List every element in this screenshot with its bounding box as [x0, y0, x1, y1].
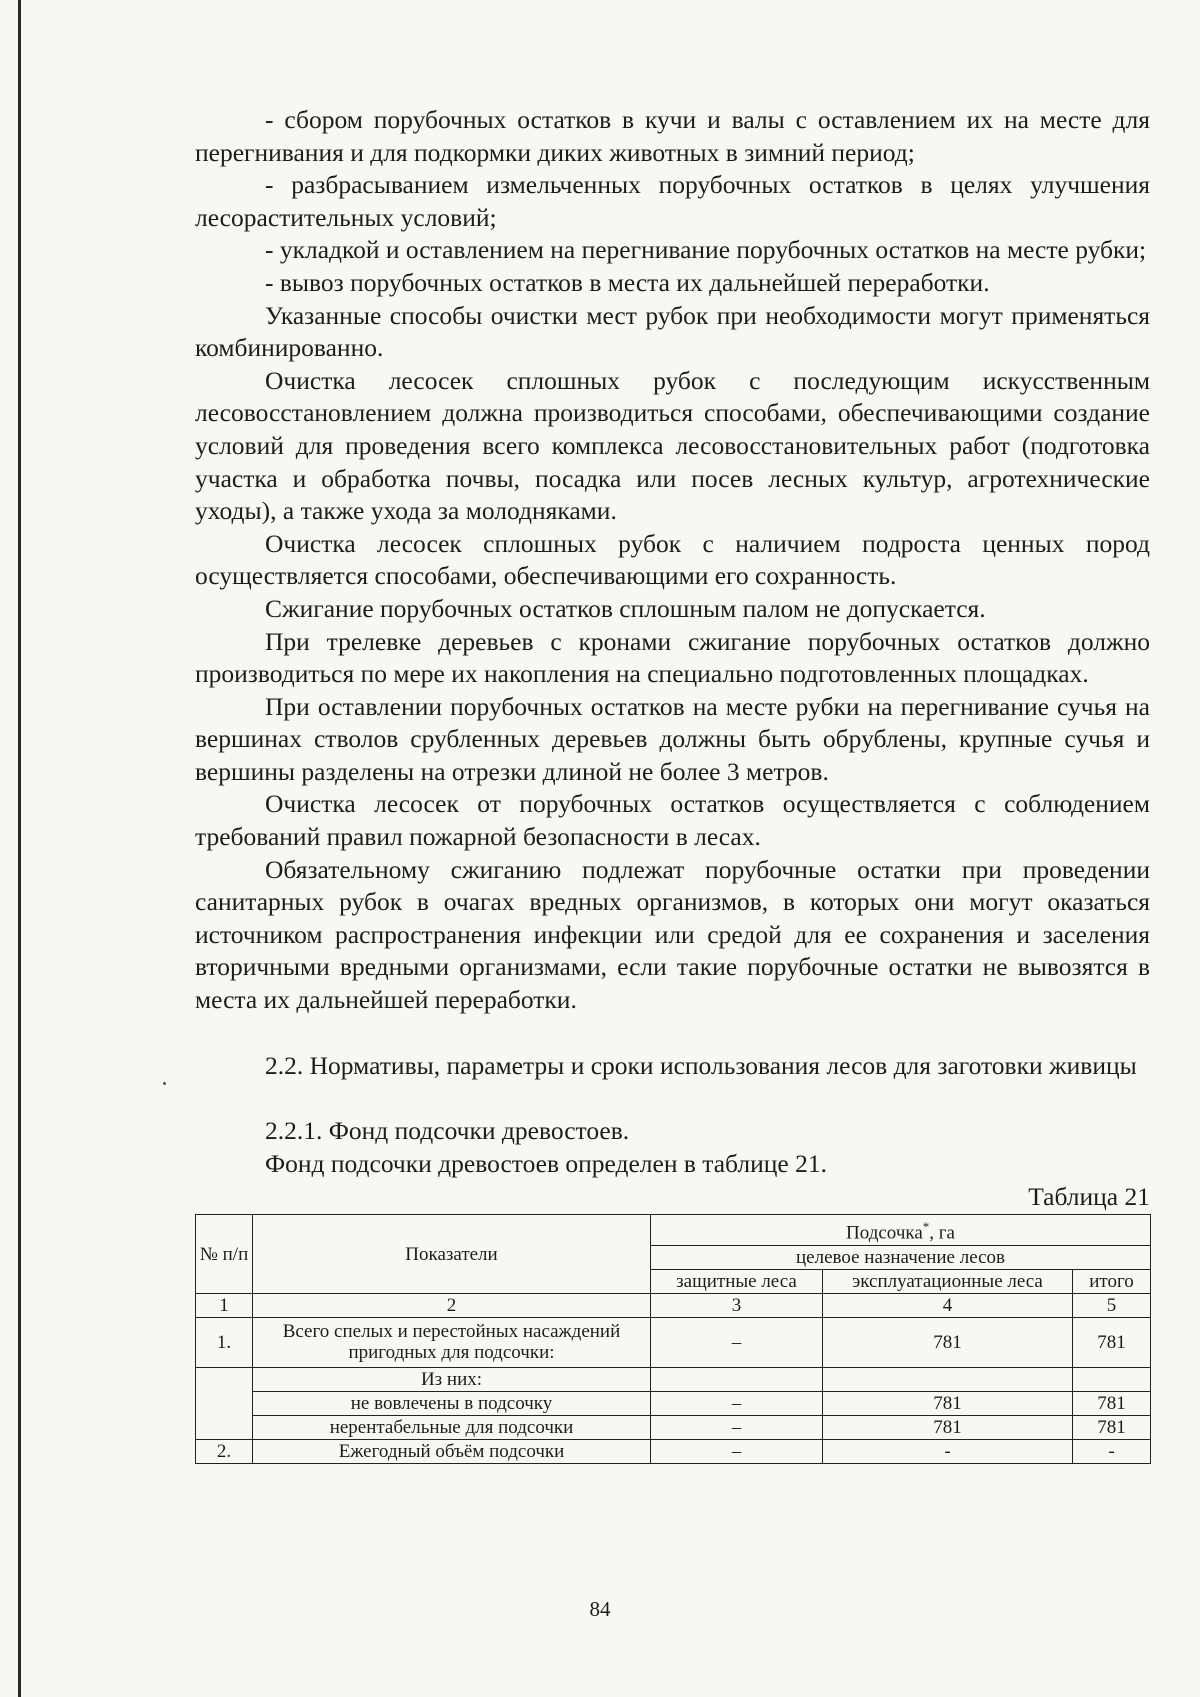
row-exploitation: 781 — [823, 1391, 1073, 1415]
table-row — [196, 1367, 1151, 1391]
table-row — [196, 1439, 1151, 1463]
header-total: итого — [1073, 1269, 1151, 1293]
page-number: 84 — [589, 1597, 611, 1621]
row-total: 781 — [1073, 1391, 1151, 1415]
paragraph: Указанные способы очистки мест рубок при необходимости могут применяться комбинированно. — [195, 300, 1150, 363]
row-cell-empty — [651, 1367, 823, 1391]
table-row — [196, 1391, 1151, 1415]
paragraph: - вывоз порубочных остатков в места их дальнейшей переработки. — [265, 267, 990, 297]
paragraph: - укладкой и оставлением на перегнивание порубочных остатков на месте рубки; — [265, 235, 1147, 265]
col-number: 2 — [253, 1293, 651, 1317]
header-group-label: Подсочка — [846, 1222, 923, 1244]
table-row-col-numbers — [196, 1293, 1151, 1317]
row-num: 1. — [196, 1317, 253, 1367]
scan-edge-line — [18, 0, 21, 1697]
paragraph: Очистка лесосек от порубочных остатков осуществляется с соблюдением требований правил пожарной безопасности в лесах. — [195, 789, 1150, 852]
row-exploitation: 781 — [823, 1415, 1073, 1439]
header-indicator: Показатели — [253, 1215, 651, 1293]
table-row — [196, 1317, 1151, 1367]
paragraph: Очистка лесосек сплошных рубок с наличием подроста ценных пород осуществляется способами, обеспечивающими его сохранность. — [195, 528, 1150, 591]
row-protective: – — [651, 1439, 823, 1463]
paragraph: Очистка лесосек сплошных рубок с последующим искусственным лесовосстановлением должна производиться способами, обеспечивающими создание условий для проведения всего комплекса лесовосстановительных работ (подготовка участка и обработка почвы, посадка или посев лесных культур, агротехнические уходы), а также ухода за молодняками. — [195, 365, 1150, 526]
col-number: 3 — [651, 1293, 823, 1317]
paragraph: При трелевке деревьев с кронами сжигание порубочных остатков должно производиться по мере их накопления на специально подготовленных площадках. — [195, 626, 1150, 689]
col-number: 1 — [196, 1293, 253, 1317]
header-subgroup: целевое назначение лесов — [651, 1245, 1151, 1269]
row-label: Всего спелых и перестойных насаждений пригодных для подсочки: — [253, 1317, 651, 1367]
row-protective: – — [651, 1391, 823, 1415]
header-num: № п/п — [196, 1215, 253, 1293]
paragraph: Сжигание порубочных остатков сплошным палом не допускается. — [265, 593, 986, 623]
row-exploitation: 781 — [823, 1317, 1073, 1367]
section-heading: 2.2. Нормативы, параметры и сроки использования лесов для заготовки живицы — [265, 1050, 1137, 1080]
paragraph: Обязательному сжиганию подлежат порубочные остатки при проведении санитарных рубок в очагах вредных организмов, в которых они могут оказаться источником распространения инфекции или средой для ее сохранения и заселения вторичными вредными организмами, если такие порубочные остатки не вывозятся в места их дальнейшей переработки. — [195, 854, 1150, 1015]
row-exploitation: - — [823, 1439, 1073, 1463]
row-total: - — [1073, 1439, 1151, 1463]
row-total: 781 — [1073, 1317, 1151, 1367]
row-label: не вовлечены в подсочку — [253, 1391, 651, 1415]
row-total: 781 — [1073, 1415, 1151, 1439]
row-cell-empty — [1073, 1367, 1151, 1391]
scan-speck — [163, 1082, 166, 1085]
row-label: нерентабельные для подсочки — [253, 1415, 651, 1439]
document-body — [195, 104, 1150, 1464]
row-protective: – — [651, 1415, 823, 1439]
row-label: Из них: — [253, 1367, 651, 1391]
header-protective: защитные леса — [651, 1269, 823, 1293]
subsection-heading: 2.2.1. Фонд подсочки древостоев. — [265, 1116, 630, 1146]
footnote-mark: * — [922, 1219, 930, 1235]
table-21 — [195, 1214, 1151, 1463]
header-exploitation: эксплуатационные леса — [823, 1269, 1073, 1293]
header-group-unit: , га — [929, 1222, 955, 1244]
paragraph: - сбором порубочных остатков в кучи и валы с оставлением их на месте для перегнивания и для подкормки диких животных в зимний период; — [195, 105, 1150, 167]
row-num: 2. — [196, 1439, 253, 1463]
row-cell-empty — [823, 1367, 1073, 1391]
header-group — [651, 1215, 1151, 1245]
row-num-empty — [196, 1367, 253, 1439]
paragraph: - разбрасыванием измельченных порубочных остатков в целях улучшения лесорастительных условий; — [195, 170, 1150, 232]
col-number: 5 — [1073, 1293, 1151, 1317]
table-caption: Таблица 21 — [1028, 1182, 1150, 1212]
subsection-text: Фонд подсочки древостоев определен в таблице 21. — [265, 1148, 827, 1178]
row-protective: – — [651, 1317, 823, 1367]
col-number: 4 — [823, 1293, 1073, 1317]
paragraph: При оставлении порубочных остатков на месте рубки на перегнивание сучья на вершинах стволов срубленных деревьев должны быть обрублены, крупные сучья и вершины разделены на отрезки длиной не более 3 метров. — [195, 691, 1150, 786]
table-row — [196, 1415, 1151, 1439]
row-label: Ежегодный объём подсочки — [253, 1439, 651, 1463]
